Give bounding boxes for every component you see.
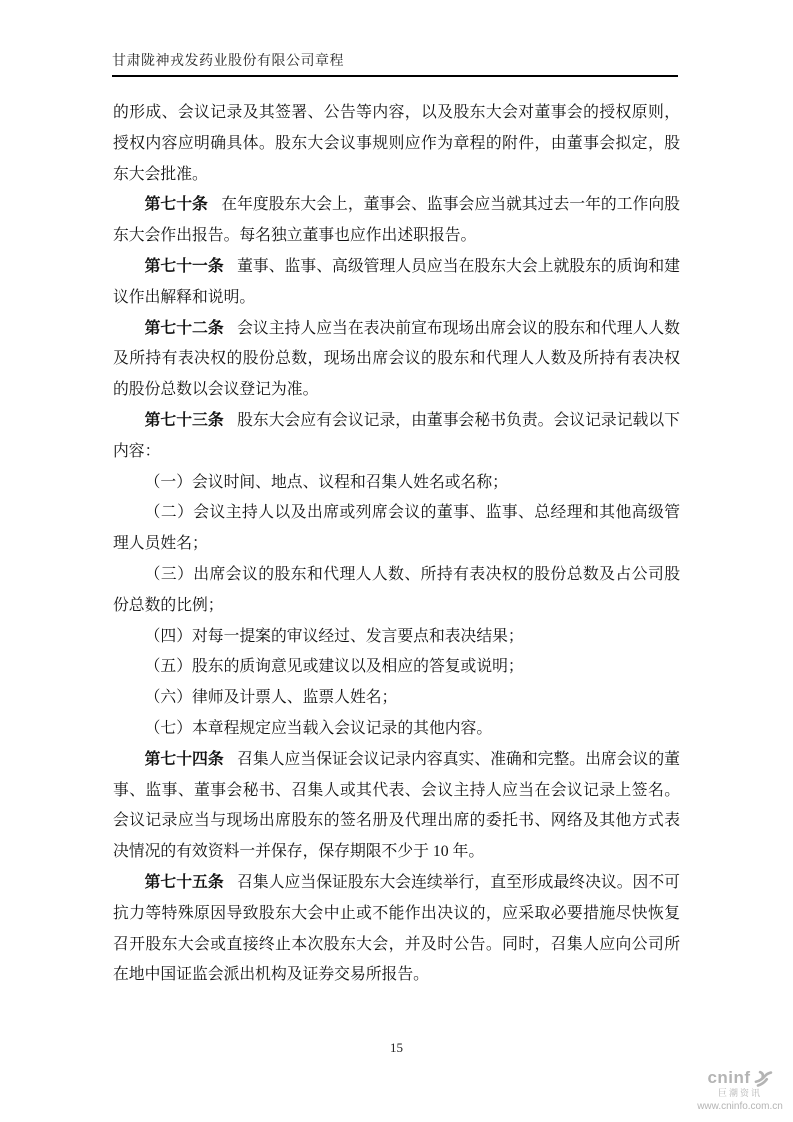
cninfo-logo — [691, 1068, 789, 1112]
list-item-1 — [113, 468, 680, 499]
list-item-5 — [113, 652, 680, 683]
paragraph-text: 董事、监事、高级管理人员应当在股东大会上就股东的质询和建议作出解释和说明。 — [113, 257, 680, 306]
cninfo-url: www.cninfo.com.cn — [697, 1100, 783, 1112]
page-header — [112, 50, 678, 77]
paragraph-text: 会议主持人应当在表决前宣布现场出席会议的股东和代理人人数及所持有表决权的股份总数，现场出席会议的股东和代理人人数及所持有表决权的股份总数以会议登记为准。 — [113, 319, 680, 399]
article-number: 第七十四条 — [144, 750, 224, 768]
paragraph-text: （三）出席会议的股东和代理人人数、所持有表决权的股份总数及占公司股份总数的比例； — [113, 565, 680, 614]
article-number: 第七十一条 — [144, 257, 224, 275]
list-item-3 — [113, 560, 680, 622]
paragraph-text: 在年度股东大会上，董事会、监事会应当就其过去一年的工作向股东大会作出报告。每名独立董事也应作出述职报告。 — [113, 196, 680, 245]
paragraph-text: （一）会议时间、地点、议程和召集人姓名或名称； — [144, 473, 508, 491]
document-body — [113, 98, 680, 991]
paragraph-text: 召集人应当保证会议记录内容真实、准确和完整。出席会议的董事、监事、董事会秘书、召集人或其代表、会议主持人应当在会议记录上签名。会议记录应当与现场出席股东的签名册及代理出席的委托书、网络及其他方式表决情况的有效资料一并保存，保存期限不少于 10 年。 — [113, 750, 680, 861]
list-item-4 — [113, 622, 680, 653]
list-item-2 — [113, 498, 680, 560]
article-71 — [113, 252, 680, 314]
article-number: 第七十三条 — [144, 411, 224, 429]
article-number: 第七十条 — [144, 196, 208, 214]
article-72 — [113, 314, 680, 406]
paragraph-text: （七）本章程规定应当载入会议记录的其他内容。 — [144, 719, 493, 737]
paragraph-continuation — [113, 98, 680, 190]
cninfo-caption: 巨潮资讯 — [717, 1088, 762, 1098]
paragraph-text: （五）股东的质询意见或建议以及相应的答复或说明； — [144, 658, 524, 676]
article-74 — [113, 745, 680, 868]
paragraph-text: 股东大会应有会议记录，由董事会秘书负责。会议记录记载以下内容： — [113, 411, 680, 460]
article-number: 第七十二条 — [144, 319, 224, 337]
page-number: 15 — [390, 1040, 403, 1055]
paragraph-text: 召集人应当保证股东大会连续举行，直至形成最终决议。因不可抗力等特殊原因导致股东大会中止或不能作出决议的，应采取必要措施尽快恢复召开股东大会或直接终止本次股东大会，并及时公告。同时，召集人应向公司所在地中国证监会派出机构及证券交易所报告。 — [113, 873, 680, 984]
article-70 — [113, 190, 680, 252]
paragraph-text: （四）对每一提案的审议经过、发言要点和表决结果； — [144, 627, 524, 645]
article-73 — [113, 406, 680, 468]
paragraph-text: （二）会议主持人以及出席或列席会议的董事、监事、总经理和其他高级管理人员姓名； — [113, 504, 680, 553]
cninfo-swirl-icon — [753, 1068, 773, 1088]
list-item-6 — [113, 683, 680, 714]
paragraph-text: 的形成、会议记录及其签署、公告等内容，以及股东大会对董事会的授权原则，授权内容应明确具体。股东大会议事规则应作为章程的附件，由董事会拟定，股东大会批准。 — [113, 104, 680, 183]
document-title: 甘肃陇神戎发药业股份有限公司章程 — [112, 54, 344, 69]
article-number: 第七十五条 — [144, 873, 224, 891]
cninfo-brand-text: cninf — [707, 1067, 751, 1087]
cninfo-brand-row — [707, 1068, 772, 1088]
paragraph-text: （六）律师及计票人、监票人姓名； — [144, 689, 398, 707]
article-75 — [113, 868, 680, 991]
list-item-7 — [113, 714, 680, 745]
